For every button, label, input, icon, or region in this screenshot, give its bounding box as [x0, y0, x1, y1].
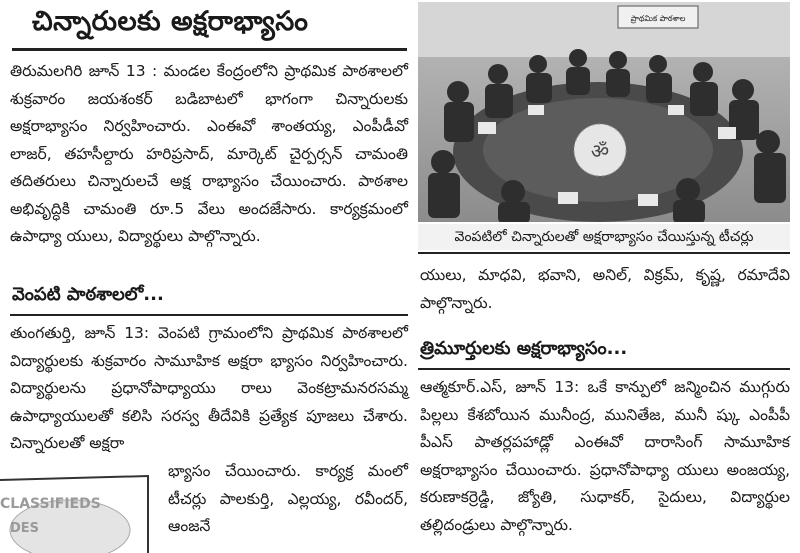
- subheading-trimurtulu: త్రిమూర్తులకు అక్షరాభ్యాసం...: [420, 338, 628, 359]
- om-symbol: ॐ: [590, 139, 610, 163]
- caption-rule: [418, 252, 790, 254]
- classifieds-graphic: [0, 470, 152, 553]
- photo-akshara-abhyasam: [418, 2, 790, 222]
- headline-rule: [12, 48, 407, 51]
- subheading-rule: [10, 314, 408, 316]
- paragraph-atmakur: ఆత్మకూర్.ఎస్, జూన్ 13: ఒకే కాన్పులో జన్మించిన ముగ్గురు పిల్లలు కేశబోయిన మునీంద్ర, మునితేజ, మునీ ష్కు ఎంపీపీ పీఎస్ పాతర్లపహాడ్లో ఎంఈవో దారాసింగ్ సామూహిక అక్షరాభ్యాసం చేయించారు. ప్రధానోపాధ్యా యులు అంజయ్య, కరుణాకర్రెడ్డి, జ్యోతి, సుధాకర్, సైదులు, విద్యార్థుల తల్లిదండ్రులు పాల్గొన్నారు.: [420, 378, 790, 534]
- photo-banner-text: ప్రాథమిక పాఠశాల: [630, 14, 686, 23]
- photo-caption: వెంపటిలో చిన్నారులతో అక్షరాభ్యాసం చేయిస్తున్న టీచర్లు: [418, 224, 790, 250]
- paragraph-vempati-end: యులు, మాధవి, భవాని, అనిల్, విక్రమ్, కృష్ణ, రమాదేవి పాల్గొన్నారు.: [420, 266, 790, 312]
- paragraph-vempati-continued: భ్యాసం చేయించారు. కార్యక్ర మంలో టీచర్లు పాలకుర్తి, ఎల్లయ్య, రవీందర్, ఆంజనే: [168, 462, 408, 535]
- paragraph-tirumalagiri: తిరుమలగిరి జూన్ 13 : మండల కేంద్రంలోని ప్రాథమిక పాఠశాలలో శుక్రవారం జయశంకర్ బడిబాటలో భాగంగా చిన్నారులకు అక్షరాభ్యాసం నిర్వహించారు. ఎంఈవో శాంతయ్య, ఎంపీడీవో లాజర్, తహసీల్దారు హరిప్రసాద్, మార్కెట్ చైర్పర్సన్ చామంతి తదితరులు చిన్నారులచే అక్ష రాభ్యాసం చేయించారు. పాఠశాల అభివృద్ధికి చామంతి రూ.5 వేలు అందజేసారు. కార్యక్రమంలో ఉపాధ్యా యులు, విద్యార్థులు పాల్గొన్నారు.: [10, 62, 408, 245]
- subheading-vempati: వెంపటి పాఠశాలలో...: [12, 284, 164, 305]
- classifieds-label-2: DES: [10, 521, 40, 536]
- classifieds-label: CLASSIFIEDS: [0, 496, 101, 512]
- subheading-rule-2: [418, 368, 790, 370]
- headline: చిన్నారులకు అక్షరాభ్యాసం: [32, 6, 309, 37]
- paragraph-vempati: తుంగతుర్తి, జూన్ 13: వెంపటి గ్రామంలోని ప్రాథమిక పాఠశాలలో విద్యార్థులకు శుక్రవారం సామూహిక అక్షరా భ్యాసం నిర్వహించారు. విద్యార్థులను ప్రధానోపాధ్యాయు రాలు వెంకట్రామనరసమ్మ ఉపాధ్యాయులతో కలిసి సరస్వ తీదేవికి ప్రత్యేక పూజలు చేశారు. చిన్నారులతో అక్షరా: [10, 324, 408, 452]
- photo-illustration: [418, 2, 790, 222]
- classifieds-ad-fragment: [0, 470, 152, 553]
